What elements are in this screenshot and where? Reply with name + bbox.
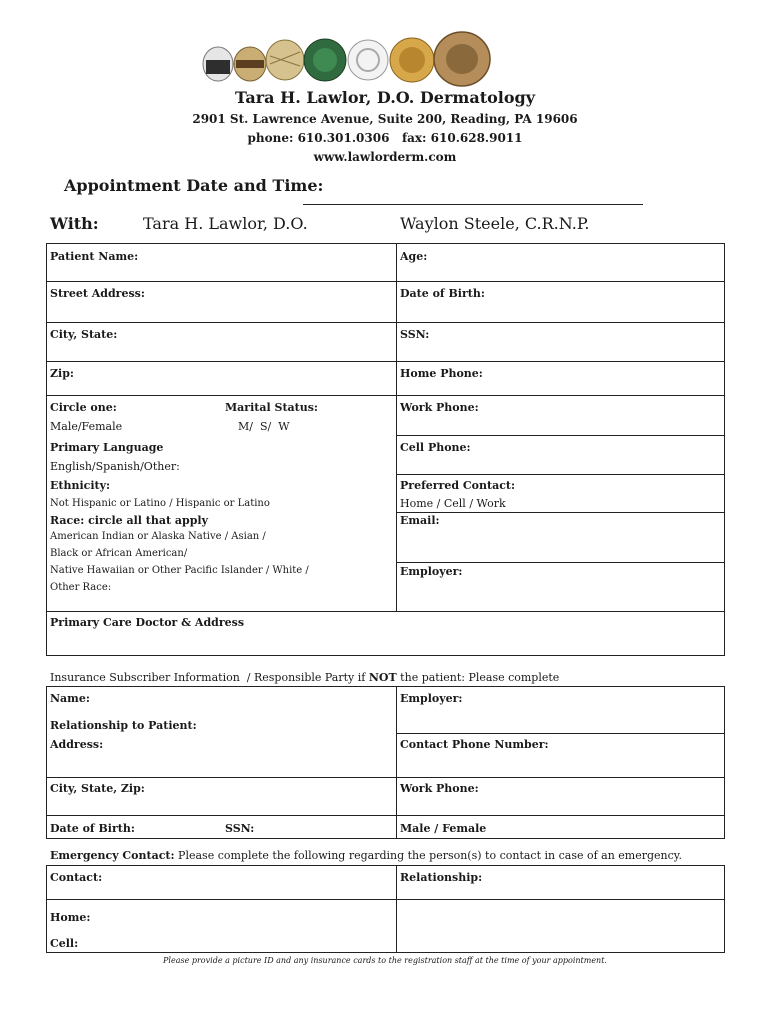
zip-field[interactable]: Zip: (50, 367, 74, 380)
table-divider (396, 686, 397, 839)
row-divider (46, 815, 725, 816)
row-divider (396, 435, 725, 436)
row-divider (396, 474, 725, 475)
subscriber-city-state-zip-field[interactable]: City, State, Zip: (50, 782, 145, 795)
primary-care-field[interactable]: Primary Care Doctor & Address (50, 616, 245, 629)
race-options-line-2[interactable]: Black or African American/ (50, 548, 188, 559)
subscriber-employer-field[interactable]: Employer: (400, 692, 463, 705)
ethnicity-options[interactable]: Not Hispanic or Latino / Hispanic or Latino (50, 498, 270, 509)
table-divider (396, 865, 397, 953)
patient-name-field[interactable]: Patient Name: (50, 250, 139, 263)
emergency-relationship-field[interactable]: Relationship: (400, 871, 483, 884)
cell-phone-field[interactable]: Cell Phone: (400, 441, 471, 454)
appointment-label: Appointment Date and Time: (64, 176, 324, 195)
practice-website: www.lawlorderm.com (313, 150, 457, 164)
subscriber-ssn-field[interactable]: SSN: (225, 822, 255, 835)
hat-icon (304, 39, 346, 81)
subscriber-sex-options[interactable]: Male / Female (400, 822, 487, 835)
employer-field[interactable]: Employer: (400, 565, 463, 578)
emergency-heading: Emergency Contact: Please complete the following regarding the person(s) to contact in case of an emergency. (50, 849, 683, 862)
race-options-line-3[interactable]: Native Hawaiian or Other Pacific Islander / White / (50, 565, 309, 576)
row-divider (46, 395, 725, 396)
row-divider (46, 322, 725, 323)
hat-icon (203, 47, 233, 81)
row-divider (396, 512, 725, 513)
row-divider (396, 562, 725, 563)
emergency-cell-field[interactable]: Cell: (50, 937, 79, 950)
emergency-contact-field[interactable]: Contact: (50, 871, 103, 884)
row-divider (46, 611, 725, 612)
hat-icon (390, 38, 434, 82)
hat-icon (348, 40, 388, 80)
marital-options[interactable]: M/ S/ W (238, 420, 290, 433)
city-state-field[interactable]: City, State: (50, 328, 118, 341)
street-address-field[interactable]: Street Address: (50, 287, 145, 300)
sex-options[interactable]: Male/Female (50, 420, 123, 433)
preferred-contact-label: Preferred Contact: (400, 479, 516, 492)
subscriber-name-field[interactable]: Name: (50, 692, 90, 705)
ethnicity-label: Ethnicity: (50, 479, 111, 492)
hat-icon (434, 32, 490, 86)
hat-icon (266, 40, 304, 80)
with-label: With: (50, 214, 99, 233)
row-divider (46, 361, 725, 362)
language-options[interactable]: English/Spanish/Other: (50, 460, 180, 473)
row-divider (396, 733, 725, 734)
appointment-input-line[interactable] (303, 204, 643, 205)
practice-phone: phone: 610.301.0306 fax: 610.628.9011 (247, 131, 523, 145)
contact-phone-field[interactable]: Contact Phone Number: (400, 738, 549, 751)
circle-one-label: Circle one: (50, 401, 117, 414)
subscriber-work-phone-field[interactable]: Work Phone: (400, 782, 479, 795)
provider-option-lawlor[interactable]: Tara H. Lawlor, D.O. (143, 214, 308, 233)
row-divider (46, 281, 725, 282)
email-field[interactable]: Email: (400, 514, 440, 527)
hats-logo (200, 30, 520, 88)
relationship-to-patient-field[interactable]: Relationship to Patient: (50, 719, 197, 732)
row-divider (46, 777, 725, 778)
practice-address: 2901 St. Lawrence Avenue, Suite 200, Reading, PA 19606 (192, 112, 578, 126)
age-field[interactable]: Age: (400, 250, 428, 263)
footer-note: Please provide a picture ID and any insurance cards to the registration staff at the time of your appointment. (163, 956, 607, 965)
provider-option-steele[interactable]: Waylon Steele, C.R.N.P. (400, 214, 590, 233)
race-label: Race: circle all that apply (50, 514, 208, 527)
work-phone-field[interactable]: Work Phone: (400, 401, 479, 414)
date-of-birth-field[interactable]: Date of Birth: (400, 287, 485, 300)
table-divider (396, 243, 397, 611)
marital-status-label: Marital Status: (225, 401, 318, 414)
ssn-field[interactable]: SSN: (400, 328, 430, 341)
primary-language-label: Primary Language (50, 441, 164, 454)
race-options-line-4[interactable]: Other Race: (50, 582, 112, 593)
practice-title: Tara H. Lawlor, D.O. Dermatology (234, 88, 535, 107)
contact-options[interactable]: Home / Cell / Work (400, 497, 506, 510)
race-options-line-1[interactable]: American Indian or Alaska Native / Asian / (50, 531, 266, 542)
emergency-home-field[interactable]: Home: (50, 911, 91, 924)
emergency-table (46, 865, 725, 953)
home-phone-field[interactable]: Home Phone: (400, 367, 483, 380)
hat-icon (234, 47, 266, 81)
row-divider (46, 899, 725, 900)
subscriber-dob-field[interactable]: Date of Birth: (50, 822, 135, 835)
insurance-table (46, 686, 725, 839)
insurance-intro: Insurance Subscriber Information / Responsible Party if NOT the patient: Please complete (50, 671, 560, 684)
subscriber-address-field[interactable]: Address: (50, 738, 104, 751)
